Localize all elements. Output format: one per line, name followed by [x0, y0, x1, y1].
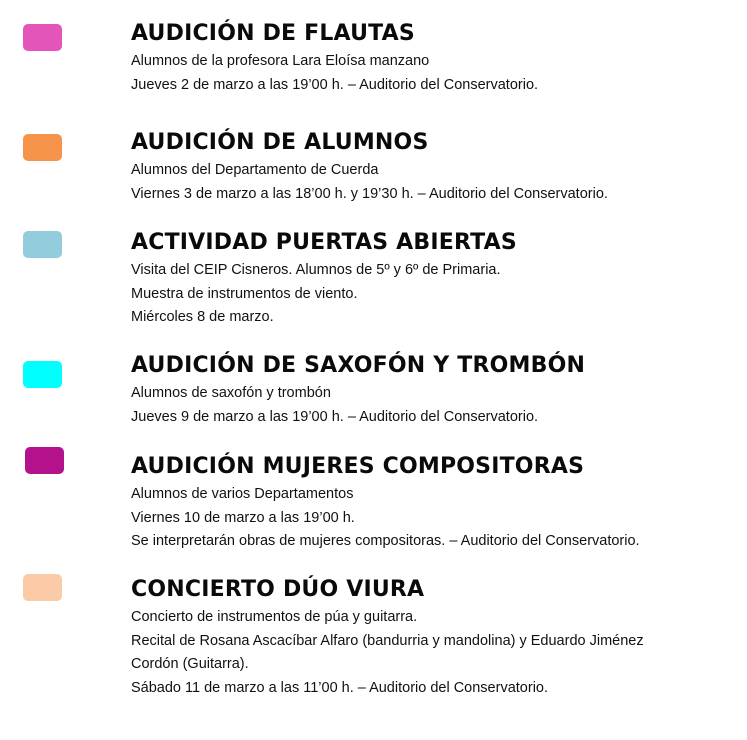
event-content	[131, 352, 741, 429]
event-content	[131, 129, 741, 206]
event-detail: Se interpretarán obras de mujeres compositoras. – Auditorio del Conservatorio.	[131, 533, 640, 549]
color-swatch	[25, 447, 64, 474]
event-detail: Sábado 11 de marzo a las 11’00 h. – Auditorio del Conservatorio.	[131, 679, 549, 696]
event-detail: Jueves 2 de marzo a las 19’00 h. – Auditorio del Conservatorio.	[131, 76, 539, 93]
event-detail: Concierto de instrumentos de púa y guitarra.	[131, 609, 418, 625]
event-detail: Jueves 9 de marzo a las 19’00 h. – Auditorio del Conservatorio.	[131, 408, 539, 425]
event-content	[131, 20, 741, 97]
event-title: AUDICIÓN DE SAXOFÓN Y TROMBÓN	[131, 353, 586, 378]
event-detail: Alumnos del Departamento de Cuerda	[131, 162, 379, 178]
event-detail: Viernes 3 de marzo a las 18’00 h. y 19’30 h. – Auditorio del Conservatorio.	[131, 185, 608, 202]
color-swatch	[23, 231, 62, 258]
event-content	[131, 576, 741, 700]
event-detail: Recital de Rosana Ascacíbar Alfaro (bandurria y mandolina) y Eduardo Jiménez	[131, 632, 644, 649]
color-swatch	[23, 24, 62, 51]
event-detail: Viernes 10 de marzo a las 19’00 h.	[131, 509, 355, 526]
event-detail: Cordón (Guitarra).	[131, 656, 249, 672]
event-title: AUDICIÓN MUJERES COMPOSITORAS	[131, 454, 585, 479]
color-swatch	[23, 361, 62, 388]
event-detail: Alumnos de la profesora Lara Eloísa manzano	[131, 53, 430, 69]
event-title: AUDICIÓN DE ALUMNOS	[131, 130, 429, 155]
event-content	[131, 229, 741, 330]
event-detail: Muestra de instrumentos de viento.	[131, 285, 358, 302]
event-title: ACTIVIDAD PUERTAS ABIERTAS	[131, 230, 517, 255]
event-title: CONCIERTO DÚO VIURA	[131, 577, 425, 602]
event-detail: Alumnos de varios Departamentos	[131, 486, 354, 502]
event-detail: Miércoles 8 de marzo.	[131, 309, 274, 325]
color-swatch	[23, 574, 62, 601]
event-content	[131, 453, 741, 554]
color-swatch	[23, 134, 62, 161]
event-detail: Visita del CEIP Cisneros. Alumnos de 5º y 6º de Primaria.	[131, 262, 501, 278]
event-title: AUDICIÓN DE FLAUTAS	[131, 21, 415, 46]
event-detail: Alumnos de saxofón y trombón	[131, 385, 331, 401]
